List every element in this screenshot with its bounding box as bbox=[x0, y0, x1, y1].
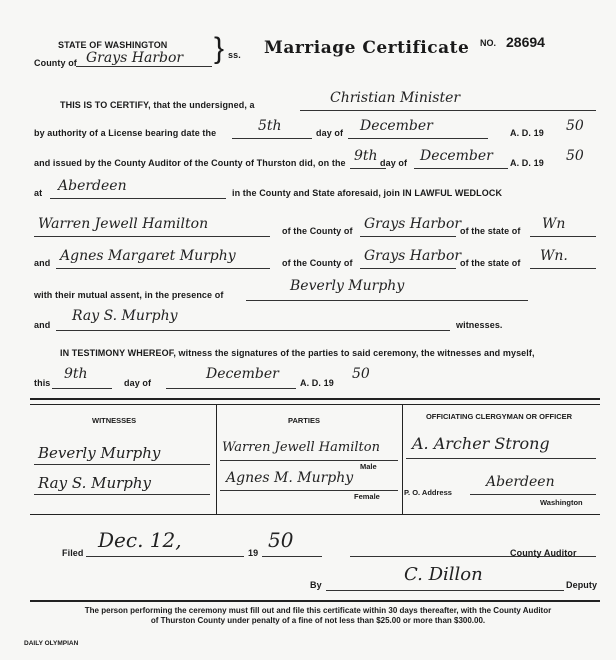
sign-year: 50 bbox=[352, 366, 370, 382]
bride-line bbox=[56, 268, 270, 269]
groom-line bbox=[34, 236, 270, 237]
filed-year-line bbox=[262, 556, 322, 557]
sign-day-line bbox=[52, 388, 112, 389]
of-county-label-1: of the County of bbox=[282, 226, 353, 236]
county-line bbox=[76, 66, 212, 67]
auditor-label: County Auditor bbox=[510, 548, 577, 558]
witness-sig-line-2 bbox=[34, 494, 210, 495]
groom-state-line bbox=[530, 236, 596, 237]
and-label-2: and bbox=[34, 320, 51, 330]
po-line bbox=[470, 494, 596, 495]
county-value: Grays Harbor bbox=[86, 50, 184, 66]
female-sig: Agnes M. Murphy bbox=[226, 470, 354, 486]
male-sig-line bbox=[220, 460, 398, 461]
deputy-sig: C. Dillon bbox=[404, 564, 483, 585]
number-label: NO. bbox=[480, 38, 497, 48]
witness-sig-2: Ray S. Murphy bbox=[38, 474, 152, 492]
clergy-sig: A. Archer Strong bbox=[412, 434, 550, 453]
license-month-line bbox=[348, 138, 488, 139]
table-divider-2 bbox=[402, 404, 403, 514]
sign-ad-label: A. D. 19 bbox=[300, 378, 334, 388]
witnesses-label: witnesses. bbox=[456, 320, 503, 330]
female-label: Female bbox=[354, 492, 380, 501]
license-day: 5th bbox=[258, 118, 282, 134]
groom-county: Grays Harbor bbox=[364, 216, 462, 232]
wedlock-text: in the County and State aforesaid, join IN LAWFUL WEDLOCK bbox=[232, 188, 503, 198]
groom-county-line bbox=[360, 236, 456, 237]
place-line bbox=[50, 198, 226, 199]
by-label: By bbox=[310, 580, 322, 590]
testimony-text: IN TESTIMONY WHEREOF, witness the signatures of the parties to said ceremony, the witnesses and myself, bbox=[60, 348, 535, 358]
clergy-header: OFFICIATING CLERGYMAN OR OFFICER bbox=[425, 412, 573, 421]
groom-state: Wn bbox=[542, 216, 566, 232]
witness-sig-1: Beverly Murphy bbox=[38, 444, 161, 462]
place-value: Aberdeen bbox=[58, 178, 127, 194]
brace: } bbox=[214, 32, 225, 65]
state-of-label-1: of the state of bbox=[460, 226, 521, 236]
table-divider-1 bbox=[216, 404, 217, 514]
footer-note-1: The person performing the ceremony must fill out and file this certificate within 30 days thereafter, with the County Auditor bbox=[84, 606, 552, 615]
license-month: December bbox=[360, 118, 433, 134]
and-label: and bbox=[34, 258, 51, 268]
issued-day-line bbox=[350, 168, 386, 169]
male-label: Male bbox=[360, 462, 377, 471]
filed-label: Filed bbox=[62, 548, 84, 558]
female-sig-line bbox=[220, 490, 398, 491]
ss-label: ss. bbox=[228, 50, 241, 60]
table-top-rule-2 bbox=[30, 404, 600, 405]
deputy-line bbox=[326, 590, 564, 591]
deputy-label: Deputy bbox=[566, 580, 598, 590]
witness1-name: Beverly Murphy bbox=[290, 278, 405, 294]
groom-name: Warren Jewell Hamilton bbox=[38, 216, 209, 232]
certificate-number: 28694 bbox=[506, 34, 545, 50]
at-label: at bbox=[34, 188, 43, 198]
certificate-title: Marriage Certificate bbox=[264, 38, 470, 58]
sign-month-line bbox=[166, 388, 296, 389]
male-sig: Warren Jewell Hamilton bbox=[222, 440, 380, 455]
sign-day: 9th bbox=[64, 366, 88, 382]
filed-year: 50 bbox=[268, 528, 294, 552]
bride-state: Wn. bbox=[540, 248, 568, 264]
county-label: County of bbox=[34, 58, 77, 68]
witness2-name: Ray S. Murphy bbox=[72, 308, 178, 324]
po-label: P. O. Address bbox=[404, 488, 452, 497]
issued-ad-label: A. D. 19 bbox=[510, 158, 544, 168]
witness1-line bbox=[246, 300, 528, 301]
sign-day-of: day of bbox=[124, 378, 152, 388]
witness-sig-line-1 bbox=[34, 464, 210, 465]
this-label: this bbox=[34, 378, 51, 388]
issued-day-of: day of bbox=[380, 158, 408, 168]
witnesses-header: WITNESSES bbox=[92, 416, 137, 425]
issued-day: 9th bbox=[354, 148, 378, 164]
washington-label: Washington bbox=[540, 498, 583, 507]
state-label: STATE OF WASHINGTON bbox=[58, 40, 168, 50]
clergy-sig-line bbox=[406, 458, 596, 459]
witness2-line bbox=[56, 330, 450, 331]
state-of-label-2: of the state of bbox=[460, 258, 521, 268]
filed-date-line bbox=[86, 556, 244, 557]
filed-19-label: 19 bbox=[248, 548, 259, 558]
officiant-title: Christian Minister bbox=[330, 90, 461, 106]
printer-label: DAILY OLYMPIAN bbox=[24, 640, 79, 647]
table-top-rule bbox=[30, 398, 600, 400]
certify-text: THIS IS TO CERTIFY, that the undersigned, a bbox=[60, 100, 255, 110]
ad-label: A. D. 19 bbox=[510, 128, 544, 138]
of-county-label-2: of the County of bbox=[282, 258, 353, 268]
license-year: 50 bbox=[566, 118, 584, 134]
bride-name: Agnes Margaret Murphy bbox=[60, 248, 236, 264]
authority-text: by authority of a License bearing date the bbox=[34, 128, 217, 138]
assent-text: with their mutual assent, in the presence of bbox=[34, 290, 224, 300]
parties-header: PARTIES bbox=[288, 416, 320, 425]
filed-date: Dec. 12, bbox=[98, 528, 182, 552]
table-bottom-rule bbox=[30, 514, 600, 515]
sign-month: December bbox=[206, 366, 279, 382]
officiant-line bbox=[300, 110, 596, 111]
po-value: Aberdeen bbox=[486, 474, 555, 490]
issued-month-line bbox=[414, 168, 508, 169]
issued-month: December bbox=[420, 148, 493, 164]
footer-rule bbox=[30, 600, 600, 602]
license-day-line bbox=[232, 138, 312, 139]
bride-county: Grays Harbor bbox=[364, 248, 462, 264]
issued-year: 50 bbox=[566, 148, 584, 164]
day-of-label: day of bbox=[316, 128, 344, 138]
footer-note-2: of Thurston County under penalty of a fine of not less than $25.00 or more than $300.00. bbox=[150, 616, 486, 625]
bride-county-line bbox=[360, 268, 456, 269]
bride-state-line bbox=[530, 268, 596, 269]
issued-text: and issued by the County Auditor of the County of Thurston did, on the bbox=[34, 158, 346, 168]
